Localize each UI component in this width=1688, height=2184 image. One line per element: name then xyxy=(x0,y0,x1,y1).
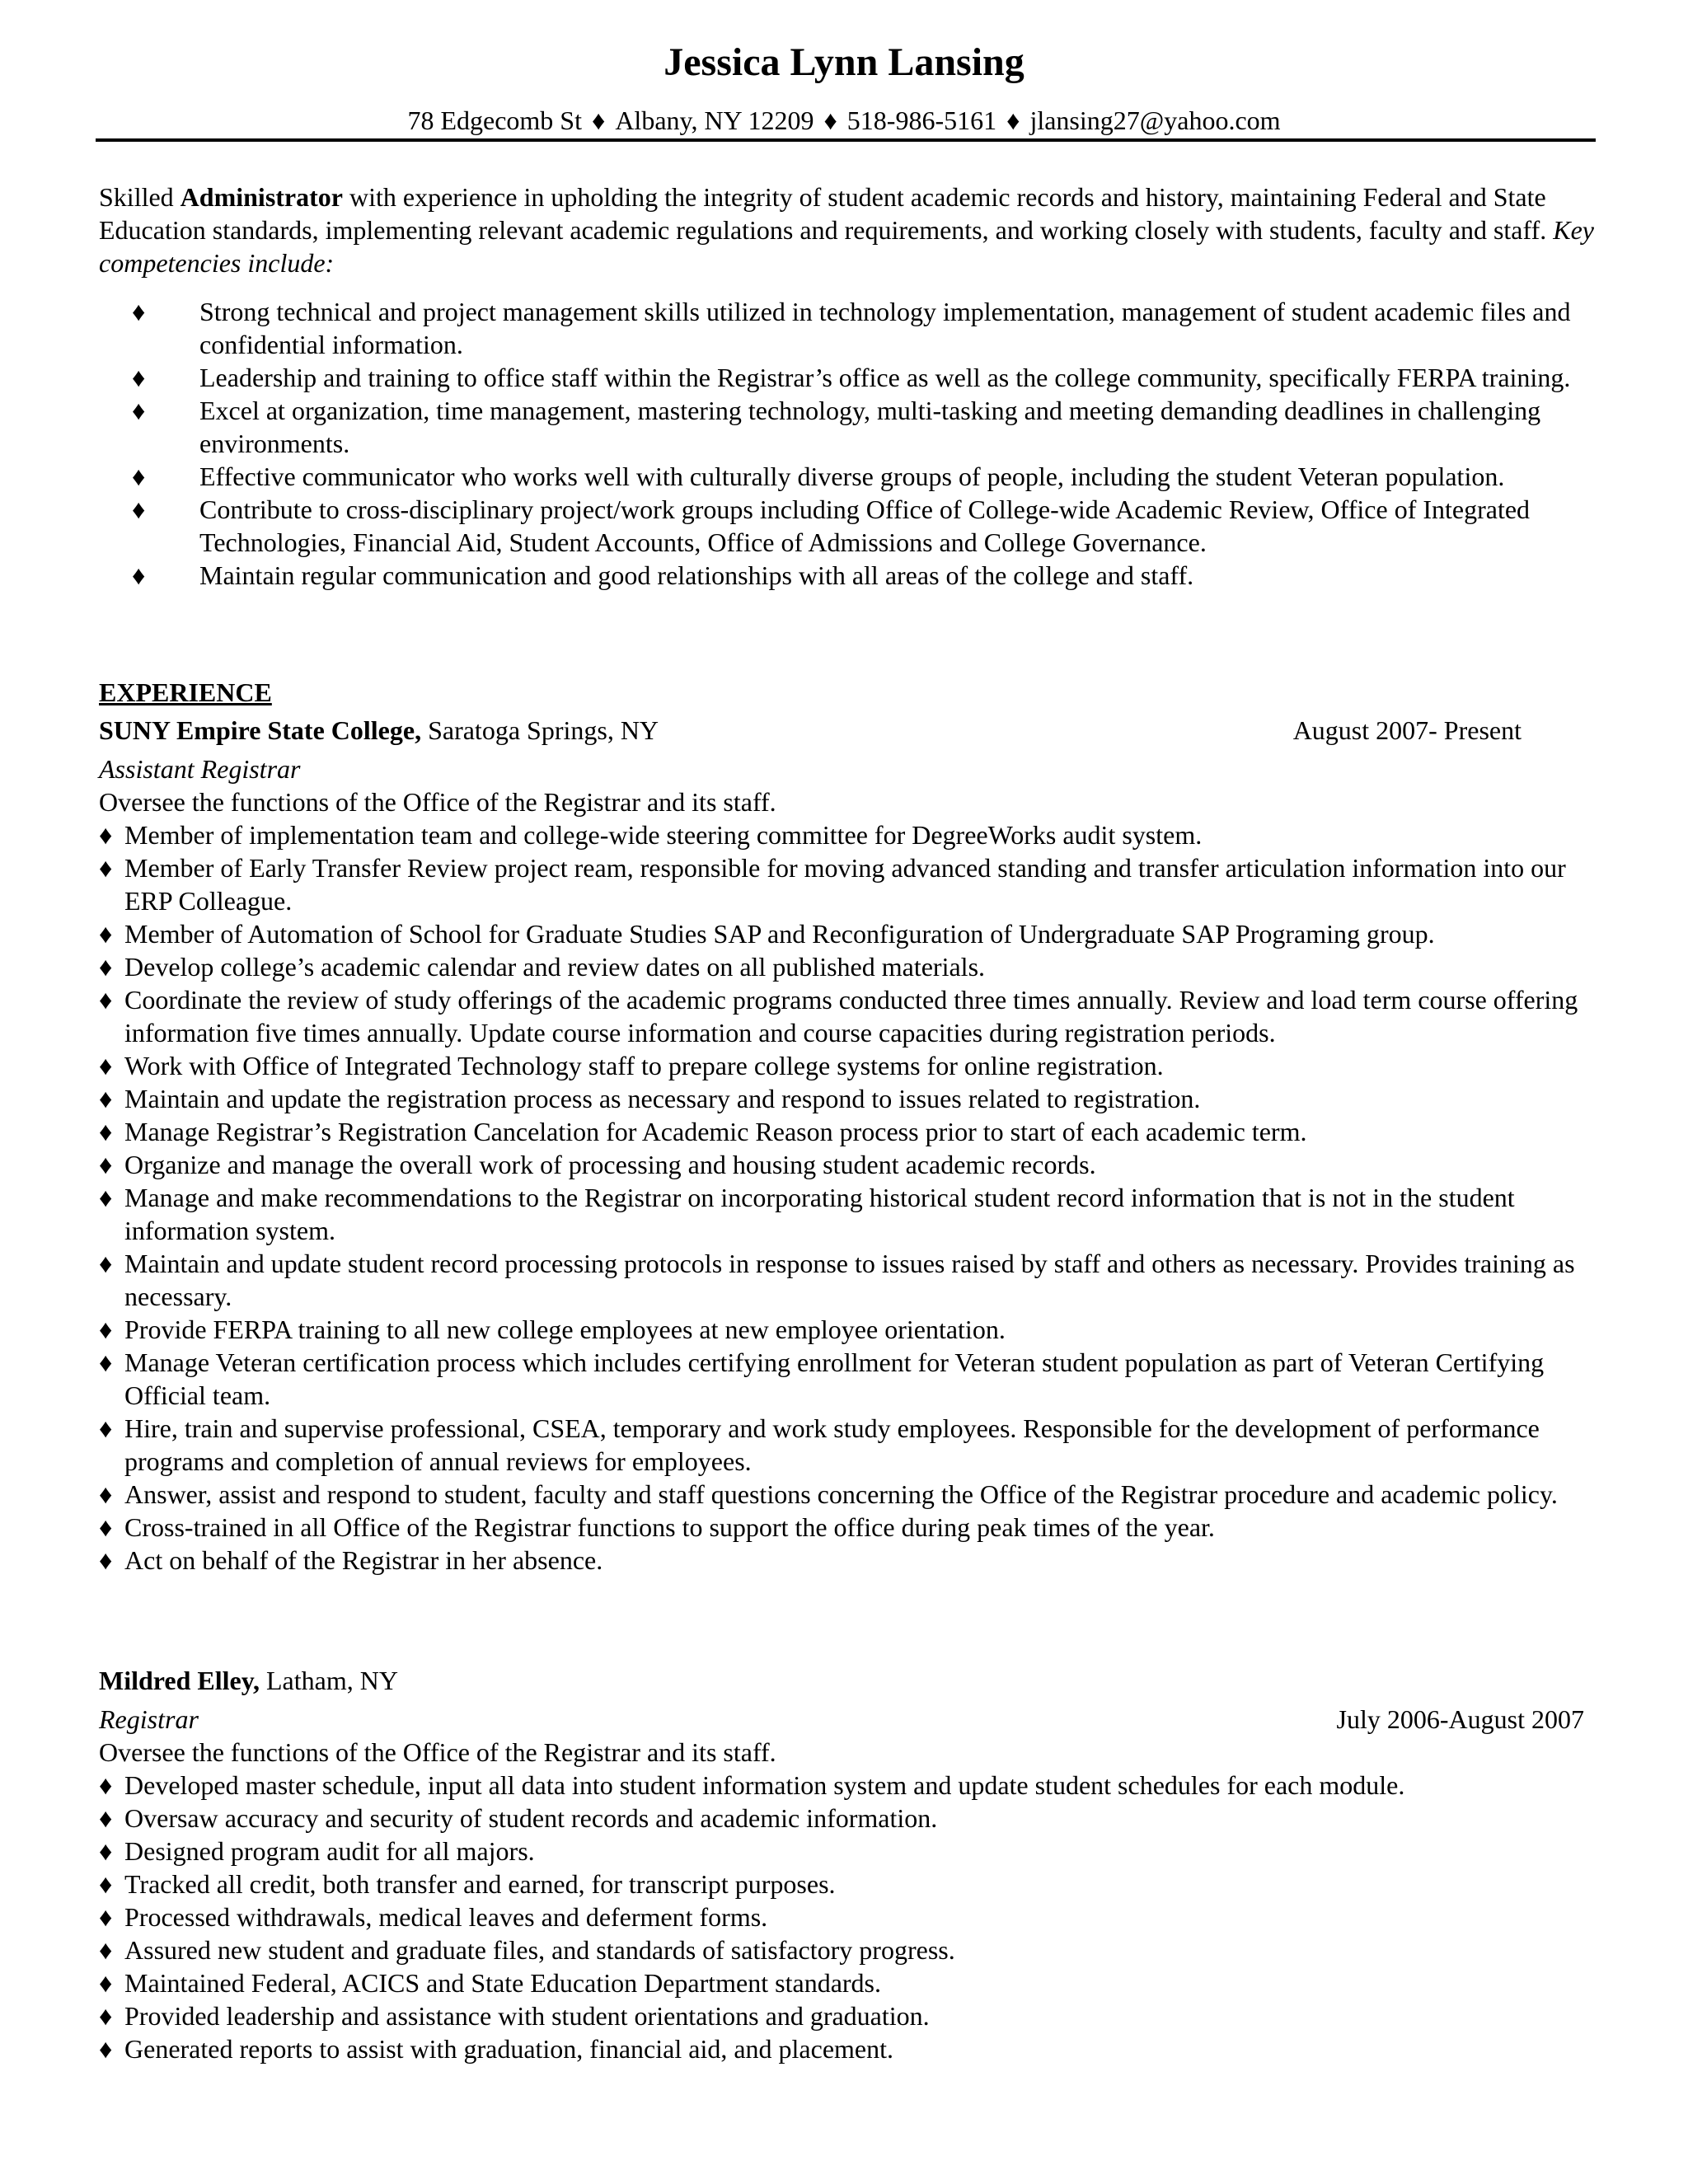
diamond-bullet-icon: ♦ xyxy=(99,919,113,949)
list-item: ♦ Leadership and training to office staff within the Registrar’s office as well as the college community, specifically FERPA training. xyxy=(132,363,1571,392)
diamond-bullet-icon: ♦ xyxy=(99,952,113,982)
list-item: ♦ Manage Veteran certification process which includes certifying enrollment for Veteran student population as part of Veteran Certifying Official team. xyxy=(99,1347,1545,1410)
diamond-bullet-icon: ♦ xyxy=(99,985,113,1015)
list-item: ♦ Work with Office of Integrated Technology staff to prepare college systems for online registration. xyxy=(99,1051,1164,1080)
phone-number: 518-986-5161 xyxy=(846,105,997,135)
diamond-bullet-icon: ♦ xyxy=(99,1512,113,1542)
job-intro: Oversee the functions of the Office of the Registrar and its staff. xyxy=(99,1737,776,1767)
job-duties-list xyxy=(99,1769,1596,2065)
list-item: ♦ Contribute to cross-disciplinary project/work groups including Office of College-wide Academic Review, Office of Integrated Technologies, Financial Aid, Student Accounts, Office of Admissions and College Governance. xyxy=(132,494,1531,557)
diamond-bullet-icon: ♦ xyxy=(99,2034,113,2064)
diamond-bullet-icon: ♦ xyxy=(132,297,146,326)
candidate-name: Jessica Lynn Lansing xyxy=(663,40,1025,84)
diamond-bullet-icon: ♦ xyxy=(132,494,146,524)
diamond-bullet-icon: ♦ xyxy=(99,820,113,850)
job-dates: July 2006-August 2007 xyxy=(1336,1704,1584,1734)
diamond-bullet-icon: ♦ xyxy=(99,1051,113,1080)
list-item: ♦ Processed withdrawals, medical leaves and deferment forms. xyxy=(99,1902,768,1932)
list-item: ♦ Excel at organization, time management, mastering technology, multi-tasking and meeting demanding deadlines in challenging environments. xyxy=(132,396,1541,458)
employer-name: Mildred Elley, xyxy=(99,1666,260,1695)
diamond-bullet-icon: ♦ xyxy=(132,462,146,491)
diamond-bullet-icon: ♦ xyxy=(132,396,146,425)
list-item: ♦ Member of implementation team and college-wide steering committee for DegreeWorks audit system. xyxy=(99,820,1203,850)
list-item: ♦ Generated reports to assist with graduation, financial aid, and placement. xyxy=(99,2034,894,2064)
diamond-bullet-icon: ♦ xyxy=(99,1935,113,1965)
list-item: ♦ Manage and make recommendations to the Registrar on incorporating historical student record information that is not in the student information system. xyxy=(99,1183,1515,1245)
competencies-heading: Key competencies include: xyxy=(99,215,1594,278)
list-item: ♦ Act on behalf of the Registrar in her absence. xyxy=(99,1545,603,1575)
summary-role: Administrator xyxy=(180,182,343,212)
separator-diamond-icon: ♦ xyxy=(823,105,837,135)
summary-paragraph xyxy=(99,180,1596,279)
list-item: ♦ Hire, train and supervise professional, CSEA, temporary and work study employees. Responsible for the development of performance programs and completion of annual reviews for employees. xyxy=(99,1413,1540,1476)
job-title: Assistant Registrar xyxy=(99,754,301,784)
diamond-bullet-icon: ♦ xyxy=(99,1836,113,1866)
job-employer-line xyxy=(99,1664,398,1697)
list-item: ♦ Effective communicator who works well with culturally diverse groups of people, including the student Veteran population. xyxy=(132,462,1505,491)
list-item: ♦ Member of Early Transfer Review project ream, responsible for moving advanced standing and transfer articulation information into our ERP Colleague. xyxy=(99,853,1566,916)
diamond-bullet-icon: ♦ xyxy=(99,1150,113,1179)
list-item: ♦ Maintained Federal, ACICS and State Education Department standards. xyxy=(99,1968,881,1998)
diamond-bullet-icon: ♦ xyxy=(99,1479,113,1509)
list-item: ♦ Provided leadership and assistance with student orientations and graduation. xyxy=(99,2001,930,2031)
list-item: ♦ Provide FERPA training to all new college employees at new employee orientation. xyxy=(99,1315,1006,1344)
city-state-zip: Albany, NY 12209 xyxy=(615,105,814,135)
list-item: ♦ Developed master schedule, input all data into student information system and update student schedules for each module. xyxy=(99,1770,1405,1800)
diamond-bullet-icon: ♦ xyxy=(99,1902,113,1932)
employer-location: Latham, NY xyxy=(259,1666,398,1695)
list-item: ♦ Cross-trained in all Office of the Registrar functions to support the office during peak times of the year. xyxy=(99,1512,1215,1542)
separator-diamond-icon: ♦ xyxy=(591,105,606,135)
list-item: ♦ Maintain and update the registration process as necessary and respond to issues related to registration. xyxy=(99,1084,1201,1113)
separator-diamond-icon: ♦ xyxy=(1006,105,1020,135)
list-item: ♦ Organize and manage the overall work of processing and housing student academic records. xyxy=(99,1150,1096,1179)
list-item: ♦ Maintain regular communication and good relationships with all areas of the college and staff. xyxy=(132,560,1194,590)
list-item: ♦ Member of Automation of School for Graduate Studies SAP and Reconfiguration of Undergraduate SAP Programing group. xyxy=(99,919,1435,949)
job-title: Registrar xyxy=(99,1704,199,1734)
diamond-bullet-icon: ♦ xyxy=(132,363,146,392)
diamond-bullet-icon: ♦ xyxy=(99,1413,113,1443)
diamond-bullet-icon: ♦ xyxy=(99,1315,113,1344)
diamond-bullet-icon: ♦ xyxy=(99,1249,113,1278)
job-duties-list xyxy=(99,818,1596,1577)
diamond-bullet-icon: ♦ xyxy=(99,1183,113,1212)
diamond-bullet-icon: ♦ xyxy=(99,1869,113,1899)
list-item: ♦ Assured new student and graduate files, and standards of satisfactory progress. xyxy=(99,1935,955,1965)
diamond-bullet-icon: ♦ xyxy=(99,1968,113,1998)
competencies-list xyxy=(99,295,1596,592)
experience-heading: EXPERIENCE xyxy=(99,677,272,707)
diamond-bullet-icon: ♦ xyxy=(99,853,113,883)
summary-body: with experience in upholding the integrity of student academic records and history, maintaining Federal and State Education standards, implementing relevant academic regulations and requirements, and working closely with students, faculty and staff. xyxy=(99,182,1554,245)
summary-intro: Skilled xyxy=(99,182,181,212)
employer-name: SUNY Empire State College, xyxy=(99,715,422,745)
diamond-bullet-icon: ♦ xyxy=(99,1803,113,1833)
list-item: ♦ Oversaw accuracy and security of student records and academic information. xyxy=(99,1803,938,1833)
diamond-bullet-icon: ♦ xyxy=(132,560,146,590)
diamond-bullet-icon: ♦ xyxy=(99,1117,113,1146)
list-item: ♦ Manage Registrar’s Registration Cancelation for Academic Reason process prior to start of each academic term. xyxy=(99,1117,1307,1146)
diamond-bullet-icon: ♦ xyxy=(99,1084,113,1113)
header-divider xyxy=(96,138,1596,142)
list-item: ♦ Coordinate the review of study offerings of the academic programs conducted three times annually. Review and load term course offering information five times annually. Update course information and course capacities during registration periods. xyxy=(99,985,1578,1047)
list-item: ♦ Develop college’s academic calendar and review dates on all published materials. xyxy=(99,952,986,982)
diamond-bullet-icon: ♦ xyxy=(99,1347,113,1377)
contact-line xyxy=(0,104,1688,137)
list-item: ♦ Answer, assist and respond to student, faculty and staff questions concerning the Office of the Registrar procedure and academic policy. xyxy=(99,1479,1558,1509)
employer-location: Saratoga Springs, NY xyxy=(421,715,659,745)
job-employer-line xyxy=(99,714,659,747)
list-item: ♦ Strong technical and project management skills utilized in technology implementation, management of student academic files and confidential information. xyxy=(132,297,1571,359)
list-item: ♦ Tracked all credit, both transfer and earned, for transcript purposes. xyxy=(99,1869,836,1899)
list-item: ♦ Designed program audit for all majors. xyxy=(99,1836,535,1866)
list-item: ♦ Maintain and update student record processing protocols in response to issues raised by staff and others as necessary. Provides training as necessary. xyxy=(99,1249,1575,1311)
street-address: 78 Edgecomb St xyxy=(407,105,582,135)
job-dates: August 2007- Present xyxy=(1292,715,1522,745)
email-address: jlansing27@yahoo.com xyxy=(1029,105,1281,135)
diamond-bullet-icon: ♦ xyxy=(99,2001,113,2031)
job-intro: Oversee the functions of the Office of the Registrar and its staff. xyxy=(99,787,776,817)
diamond-bullet-icon: ♦ xyxy=(99,1770,113,1800)
diamond-bullet-icon: ♦ xyxy=(99,1545,113,1575)
